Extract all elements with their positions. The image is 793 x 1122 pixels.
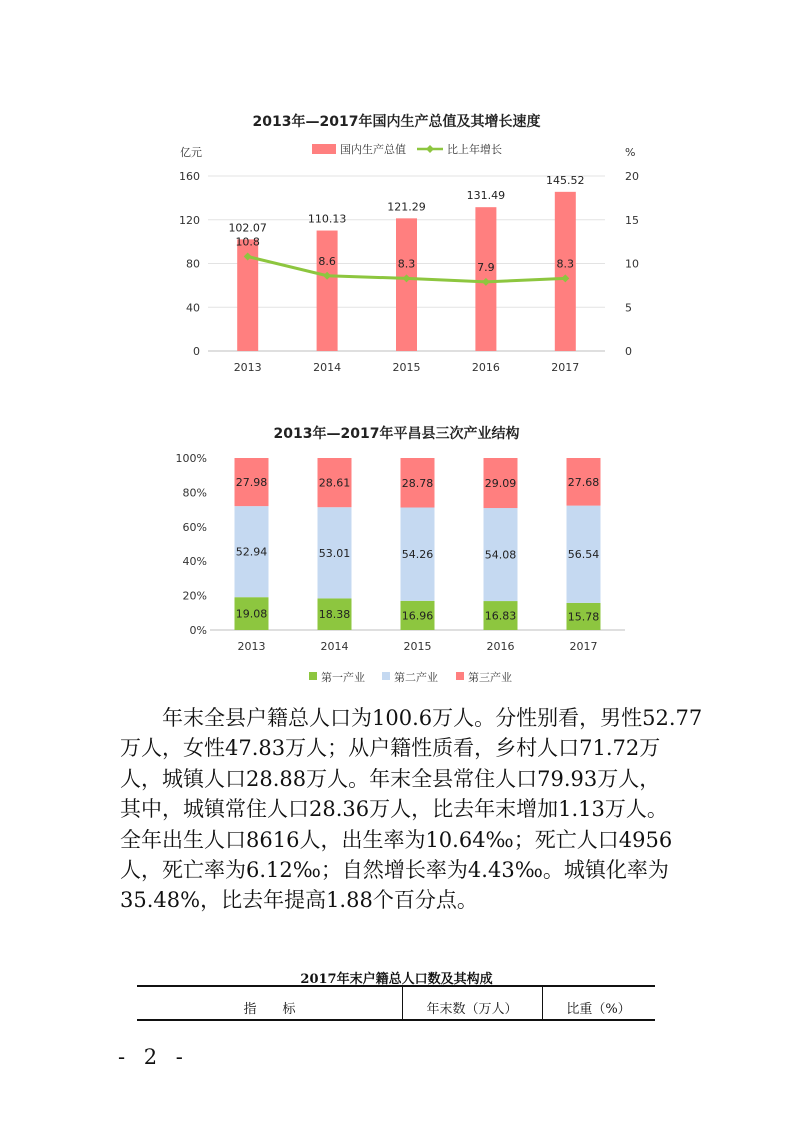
paragraph-line: 35.48%，比去年提高1.88个百分点。 (120, 888, 478, 913)
chart1-right-tick: 15 (625, 213, 639, 227)
chart2-x-tick: 2016 (486, 640, 515, 653)
stack-segment-label: 19.08 (235, 607, 268, 621)
table-header-rule (137, 1019, 655, 1021)
legend-swatch-1 (309, 672, 317, 680)
gdp-bar-label: 131.49 (466, 189, 506, 203)
chart1-x-tick: 2016 (471, 361, 500, 374)
stack-segment-label: 54.08 (484, 548, 517, 562)
chart1-left-tick: 160 (179, 170, 200, 183)
paragraph-line: 人，死亡率为6.12‰；自然增长率为4.43‰。城镇化率为 (120, 858, 669, 883)
stack-segment-label: 28.78 (401, 476, 434, 490)
chart2-x-tick: 2013 (237, 640, 266, 653)
legend-label-1: 第一产业 (321, 671, 365, 684)
population-paragraph (120, 703, 703, 916)
legend-label-growth: 比上年增长 (447, 143, 502, 156)
chart1-x-tick: 2017 (551, 361, 580, 374)
chart1-x-tick: 2014 (313, 361, 342, 374)
stack-segment-label: 29.09 (484, 477, 517, 491)
stack-segment-label: 28.61 (318, 476, 351, 490)
chart1-right-tick: 0 (625, 345, 632, 358)
chart2-y-tick: 80% (182, 486, 207, 500)
stack-segment-label: 15.78 (567, 610, 600, 624)
gdp-bar-label: 121.29 (387, 200, 426, 214)
paragraph-line: 万人，女性47.83万人；从户籍性质看，乡村人口71.72万 (120, 736, 661, 761)
gdp-bar-label: 102.07 (228, 221, 267, 235)
chart2-x-tick: 2015 (403, 640, 432, 653)
table-header-year-end: 年末数（万人） (426, 1002, 518, 1017)
page-number: - 2 - (118, 1045, 189, 1069)
gdp-bar-label: 110.13 (307, 212, 347, 226)
gdp-bar-label: 145.52 (546, 173, 585, 187)
chart2-title: 2013年—2017年平昌县三次产业结构 (273, 426, 520, 442)
chart2-y-tick: 0% (189, 624, 207, 637)
growth-point-label: 8.6 (318, 254, 336, 268)
chart1-right-tick: 10 (625, 257, 639, 271)
chart2-y-tick: 100% (175, 452, 207, 465)
growth-point-label: 7.9 (477, 260, 495, 274)
chart2-x-tick: 2017 (569, 640, 598, 653)
paragraph-line: 全年出生人口8616人，出生率为10.64‰；死亡人口4956 (120, 827, 673, 852)
chart2-y-tick: 20% (182, 589, 207, 603)
paragraph-line: 年末全县户籍总人口为100.6万人。分性别看，男性52.77 (162, 706, 703, 730)
growth-point-label: 8.3 (556, 257, 575, 271)
growth-point-label: 10.8 (235, 235, 260, 249)
legend-swatch-3 (456, 672, 464, 680)
legend-swatch-2 (382, 672, 390, 680)
chart1-right-unit: % (625, 146, 636, 159)
chart1-left-tick: 80 (186, 257, 200, 271)
table-header-indicator: 指 标 (243, 1002, 296, 1017)
stack-segment-label: 27.68 (567, 475, 600, 489)
chart2-y-tick: 60% (182, 520, 207, 534)
table-title: 2017年末户籍总人口数及其构成 (300, 972, 493, 987)
legend-label-3: 第三产业 (468, 671, 512, 684)
chart2-x-tick: 2014 (320, 640, 349, 653)
table-header-share: 比重（%） (566, 1002, 631, 1017)
legend-label-2: 第二产业 (394, 671, 438, 684)
paragraph-line: 人，城镇人口28.88万人。年末全县常住人口79.93万人， (120, 766, 661, 791)
chart2-y-tick: 40% (182, 555, 207, 569)
stack-segment-label: 27.98 (235, 476, 268, 490)
chart1-x-tick: 2015 (392, 361, 421, 374)
stack-segment-label: 53.01 (318, 546, 351, 560)
chart1-right-tick: 5 (625, 301, 632, 315)
chart1-right-tick: 20 (625, 170, 639, 183)
chart1-x-tick: 2013 (233, 361, 262, 374)
stack-segment-label: 18.38 (318, 608, 351, 622)
chart1-left-tick: 0 (193, 345, 200, 358)
chart1-left-tick: 40 (186, 301, 200, 315)
growth-point-label: 8.3 (397, 257, 416, 271)
chart1-title: 2013年—2017年国内生产总值及其增长速度 (252, 114, 541, 130)
stack-segment-label: 16.83 (484, 609, 517, 623)
stack-segment-label: 54.26 (401, 548, 434, 562)
table-top-rule (137, 985, 655, 987)
chart1-left-unit: 亿元 (180, 146, 202, 159)
stack-segment-label: 16.96 (401, 609, 434, 623)
paragraph-line: 其中，城镇常住人口28.36万人，比去年末增加1.13万人。 (120, 797, 668, 822)
stack-segment-label: 52.94 (235, 545, 268, 559)
stack-segment-label: 56.54 (567, 548, 600, 562)
chart1-left-tick: 120 (179, 213, 200, 227)
legend-label-gdp: 国内生产总值 (340, 143, 406, 156)
